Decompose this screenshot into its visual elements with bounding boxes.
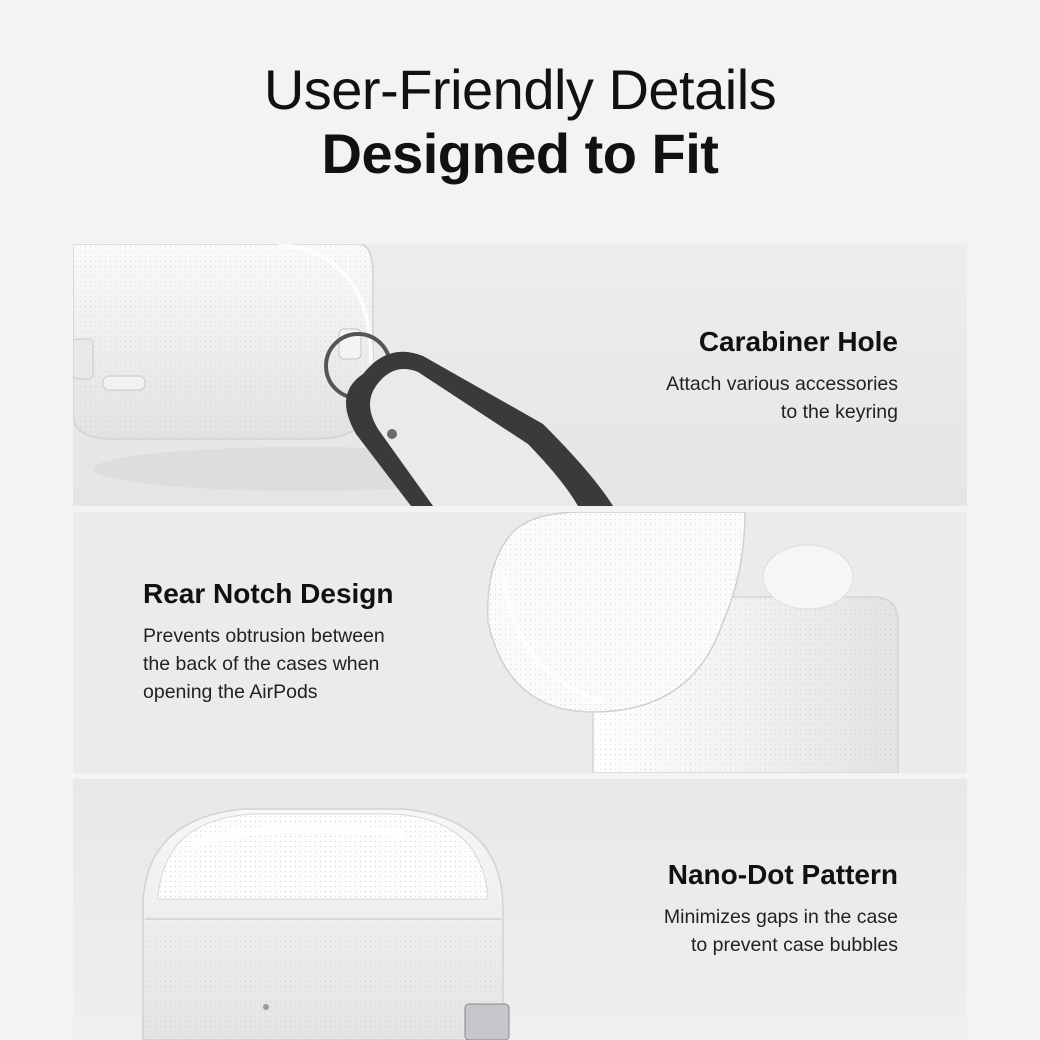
desc-line: to the keyring [780,401,898,423]
nano-dot-panel [73,779,967,1040]
rear-notch-title: Rear Notch Design [143,578,394,609]
desc-line: opening the AirPods [143,681,318,703]
carabiner-hole-title: Carabiner Hole [698,326,898,357]
desc-line: the back of the cases when [143,653,380,675]
carabiner-hole-panel [73,244,967,506]
carabiner-hole-desc [666,370,898,426]
desc-line: Attach various accessories [666,373,898,395]
rear-notch-panel [73,512,967,773]
headline-line1: User-Friendly Details [263,58,777,121]
nano-dot-title: Nano-Dot Pattern [667,859,898,890]
desc-line: Prevents obtrusion between [143,625,385,647]
rear-notch-desc [143,622,385,706]
headline-line2: Designed to Fit [321,122,719,185]
nano-dot-desc [664,903,898,959]
desc-line: to prevent case bubbles [690,934,898,956]
desc-line: Minimizes gaps in the case [663,906,898,928]
page-header [0,58,1040,186]
